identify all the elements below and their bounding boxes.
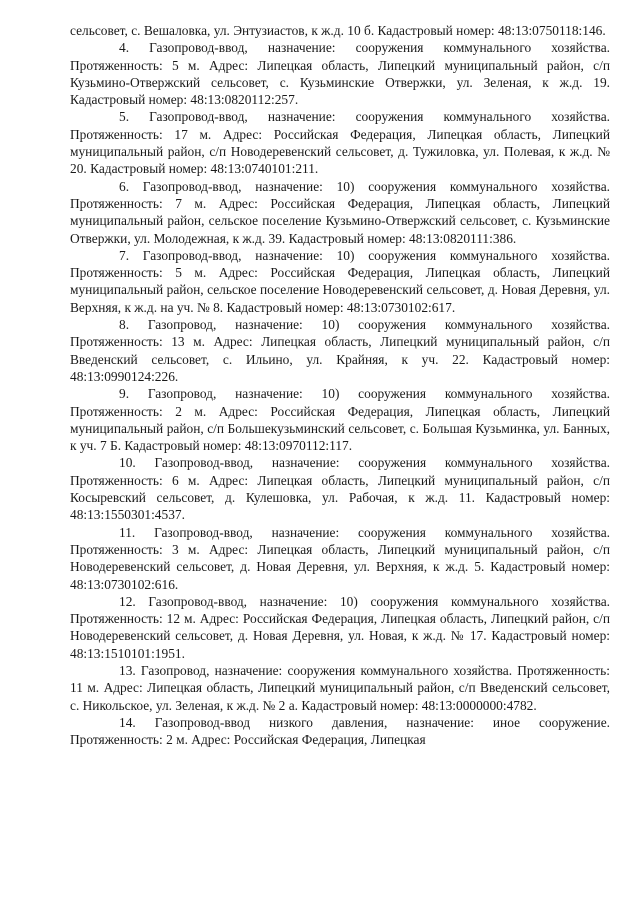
paragraph-continuation: сельсовет, с. Вешаловка, ул. Энтузиастов, к ж.д. 10 б. Кадастровый номер: 48:13:0750118:146. bbox=[70, 23, 606, 38]
list-item-8: 8. Газопровод, назначение: 10) сооружения коммунального хозяйства. Протяженность: 13 м. Адрес: Липецкая область, Липецкий муниципальный район, с/п Введенский сельсовет, с. Ильино, ул. Крайняя, к уч. 22. Кадастровый номер: 48:13:0990124:226. bbox=[70, 317, 610, 384]
list-item-10: 10. Газопровод-ввод, назначение: сооружения коммунального хозяйства. Протяженность: 6 м. Адрес: Липецкая область, Липецкий муниципальный район, с/п Косыревский сельсовет, д. Кулешовка, ул. Рабочая, к ж.д. 11. Кадастровый номер: 48:13:1550301:4537. bbox=[70, 455, 610, 523]
list-item-12: 12. Газопровод-ввод, назначение: 10) сооружения коммунального хозяйства. Протяженность: 12 м. Адрес: Российская Федерация, Липецкая область, Липецкий район, с/п Новодеревенский сельсовет, д. Новая Деревня, ул. Новая, к ж.д. № 17. Кадастровый номер: 48:13:1510101:1951. bbox=[70, 593, 610, 661]
list-item-9: 9. Газопровод, назначение: 10) сооружения коммунального хозяйства. Протяженность: 2 м. Адрес: Российская Федерация, Липецкая область, Липецкий муниципальный район, с/п Большекузьминский сельсовет, с. Большая Кузьминка, ул. Банных, к уч. 7 Б. Кадастровый номер: 48:13:0970112:117. bbox=[70, 386, 610, 454]
document-body bbox=[70, 22, 610, 748]
list-item-7: 7. Газопровод-ввод, назначение: 10) сооружения коммунального хозяйства. Протяженность: 5 м. Адрес: Российская Федерация, Липецкая область, Липецкий муниципальный район, сельское поселение Новодеревенский сельсовет, д. Новая Деревня, ул. Верхняя, к ж.д. на уч. № 8. Кадастровый номер: 48:13:0730102:617. bbox=[70, 247, 610, 315]
list-item-6: 6. Газопровод-ввод, назначение: 10) сооружения коммунального хозяйства. Протяженность: 7 м. Адрес: Российская Федерация, Липецкая область, Липецкий муниципальный район, сельское поселение Кузьмино-Отвержский сельсовет, с. Кузьминские Отвержки, ул. Молодежная, к ж.д. 39. Кадастровый номер: 48:13:0820111:386. bbox=[70, 178, 610, 246]
list-item-5: 5. Газопровод-ввод, назначение: сооружения коммунального хозяйства. Протяженность: 17 м. Адрес: Российская Федерация, Липецкая область, Липецкий муниципальный район, с/п Новодеревенский сельсовет, д. Тужиловка, ул. Полевая, к ж.д. № 20. Кадастровый номер: 48:13:0740101:211. bbox=[70, 109, 610, 177]
list-item-11: 11. Газопровод-ввод, назначение: сооружения коммунального хозяйства. Протяженность: 3 м. Адрес: Липецкая область, Липецкий муниципальный район, с/п Новодеревенский сельсовет, д. Новая Деревня, ул. Верхняя, к ж.д. 5. Кадастровый номер: 48:13:0730102:616. bbox=[70, 524, 610, 592]
list-item-13: 13. Газопровод, назначение: сооружения коммунального хозяйства. Протяженность: 11 м. Адрес: Липецкая область, Липецкий муниципальный район, с/п Введенский сельсовет, с. Никольское, ул. Зеленая, к ж.д. № 2 а. Кадастровый номер: 48:13:0000000:4782. bbox=[70, 662, 610, 713]
list-item-4: 4. Газопровод-ввод, назначение: сооружения коммунального хозяйства. Протяженность: 5 м. Адрес: Липецкая область, Липецкий муниципальный район, с/п Кузьмино-Отвержский сельсовет, с. Кузьминские Отвержки, ул. Зеленая, к ж.д. 19. Кадастровый номер: 48:13:0820112:257. bbox=[70, 40, 610, 108]
list-item-14: 14. Газопровод-ввод низкого давления, назначение: иное сооружение. Протяженность: 2 м. Адрес: Российская Федерация, Липецкая bbox=[70, 714, 610, 748]
